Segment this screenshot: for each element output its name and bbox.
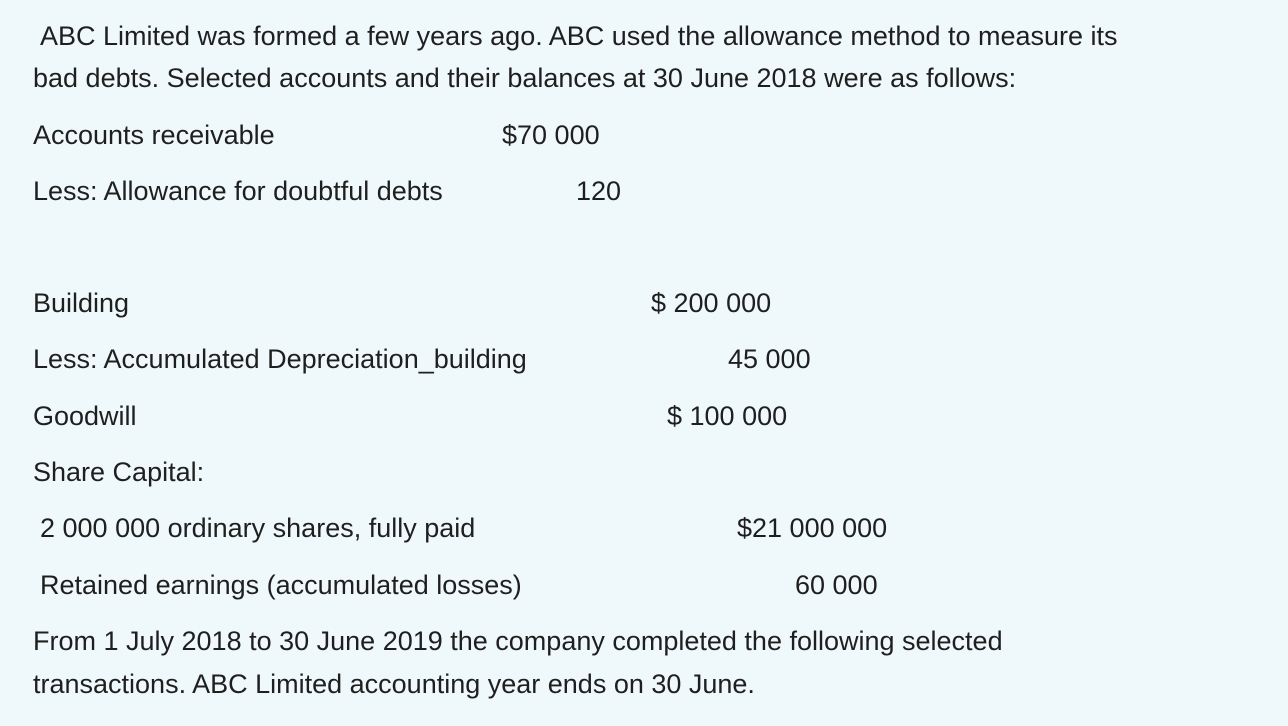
accumulated-depreciation-value: 45 000 [728,344,811,374]
ordinary-shares-label: 2 000 000 ordinary shares, fully paid [40,513,476,543]
outro-line-2: transactions. ABC Limited accounting year ends on 30 June. [33,669,755,699]
allowance-value: 120 [576,176,622,206]
share-capital-label: Share Capital: [33,457,205,487]
accounts-receivable-value: $70 000 [502,120,600,150]
intro-line-2: bad debts. Selected accounts and their balances at 30 June 2018 were as follows: [33,63,1017,93]
retained-earnings-label: Retained earnings (accumulated losses) [40,570,522,600]
ordinary-shares-value: $21 000 000 [737,513,888,543]
outro-line-1: From 1 July 2018 to 30 June 2019 the company completed the following selected [33,626,1003,656]
accumulated-depreciation-label: Less: Accumulated Depreciation_building [33,344,527,374]
intro-line-1: ABC Limited was formed a few years ago. ABC used the allowance method to measure its [40,21,1118,51]
building-label: Building [33,288,130,318]
goodwill-label: Goodwill [33,401,137,431]
goodwill-value: $ 100 000 [667,401,788,431]
retained-earnings-value: 60 000 [795,570,878,600]
allowance-label: Less: Allowance for doubtful debts [33,176,443,206]
accounts-receivable-label: Accounts receivable [33,120,275,150]
building-value: $ 200 000 [651,288,772,318]
